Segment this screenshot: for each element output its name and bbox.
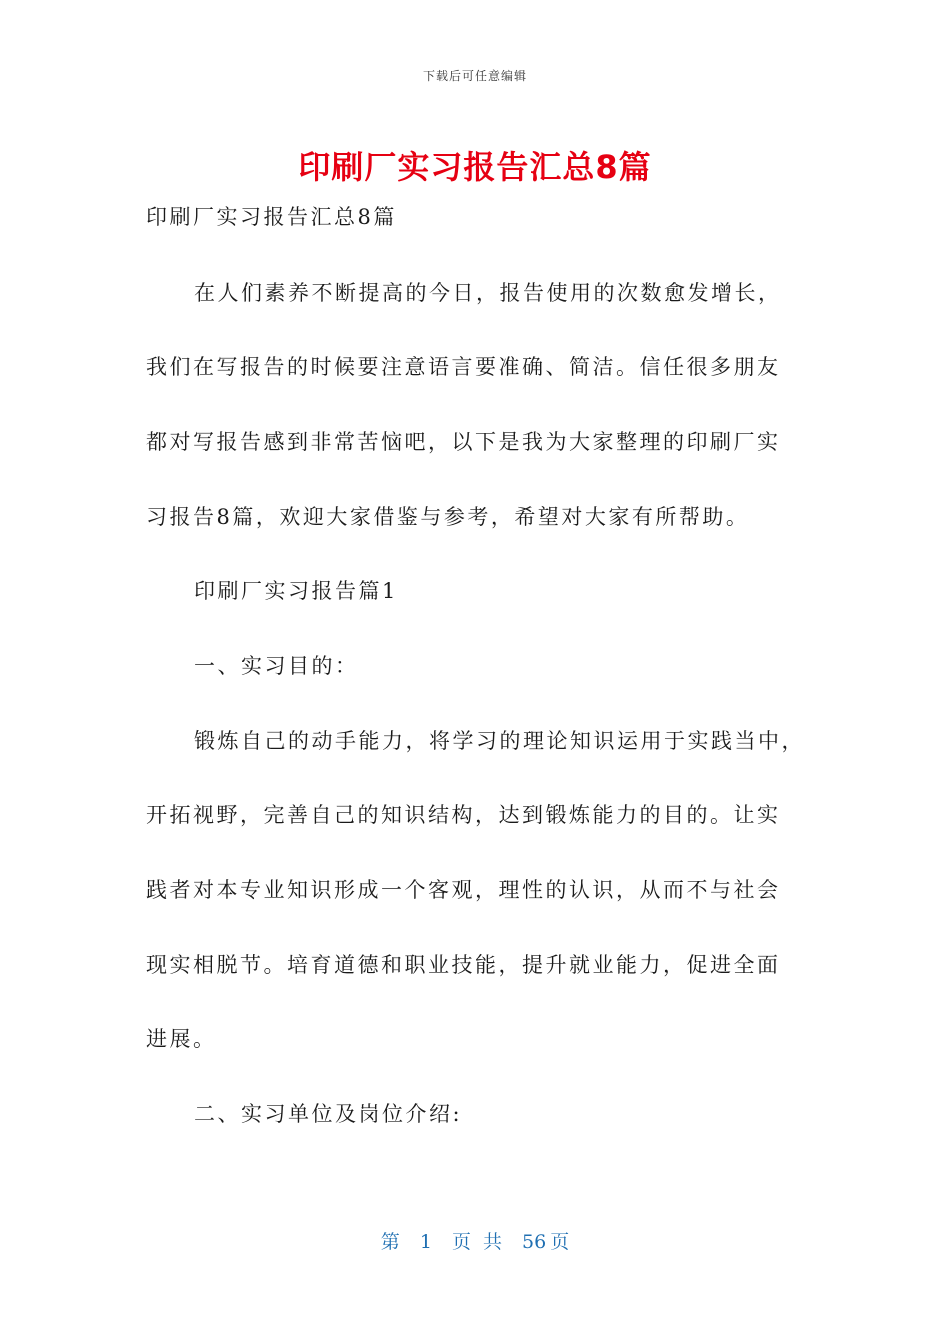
paragraph-line: 践者对本专业知识形成一个客观，理性的认识，从而不与社会 [146,878,781,902]
paragraph-line: 都对写报告感到非常苦恼吧，以下是我为大家整理的印刷厂实 [146,430,781,454]
footer-label-of: 页 共 [451,1231,502,1253]
footer-label-end: 页 [550,1231,570,1253]
footer-current-page: 1 [419,1231,432,1253]
subsection-heading: 二、实习单位及岗位介绍: [194,1102,463,1126]
section-heading: 印刷厂实习报告篇1 [194,579,398,603]
paragraph-line: 进展。 [146,1027,217,1051]
paragraph-line: 我们在写报告的时候要注意语言要准确、简洁。信任很多朋友 [146,355,781,379]
subsection-heading: 一、实习目的： [194,654,359,678]
paragraph-line: 开拓视野，完善自己的知识结构，达到锻炼能力的目的。让实 [146,803,781,827]
document-title: 印刷厂实习报告汇总8篇 [298,148,652,186]
paragraph-line: 现实相脱节。培育道德和职业技能，提升就业能力，促进全面 [146,953,781,977]
footer-total-pages: 56 [522,1231,547,1253]
paragraph-line: 锻炼自己的动手能力，将学习的理论知识运用于实践当中， [194,729,805,753]
paragraph-line: 在人们素养不断提高的今日，报告使用的次数愈发增长， [194,281,782,305]
paragraph-line: 习报告8篇，欢迎大家借鉴与参考，希望对大家有所帮助。 [146,505,750,529]
subtitle-line: 印刷厂实习报告汇总8篇 [146,205,397,229]
header-note: 下载后可任意编辑 [422,69,527,83]
page-number-footer [0,1227,950,1254]
footer-label-page: 第 [380,1231,400,1253]
